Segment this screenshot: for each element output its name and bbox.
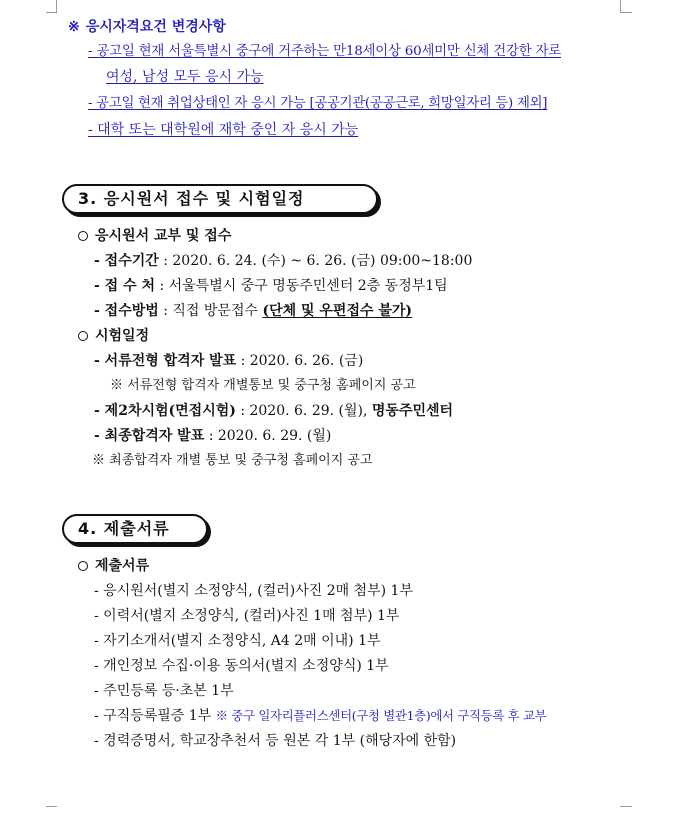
- job-registration-note: ※ 중구 일자리플러스센터(구청 별관1층)에서 구직등록 후 교부: [215, 708, 547, 723]
- interview-place: 명동주민센터: [371, 403, 454, 419]
- documents-heading: 제출서류: [78, 557, 149, 575]
- circle-bullet-icon: [78, 561, 88, 571]
- notice-item: - 공고일 현재 취업상태인 자 응시 가능 [공공기관(공공근로, 희망일자리 등) 제외]: [88, 96, 548, 111]
- section-4-heading: 4. 제출서류: [62, 514, 208, 544]
- section-3-heading: 3. 응시원서 접수 및 시험일정: [62, 184, 378, 214]
- interview-row: - 제2차시험(면접시험) : 2020. 6. 29. (월), 명동주민센터: [94, 403, 454, 419]
- final-result-row: - 최종합격자 발표 : 2020. 6. 29. (월): [94, 428, 332, 444]
- notice-item: - 대학 또는 대학원에 재학 중인 자 응시 가능: [88, 122, 359, 138]
- reference-mark: ※: [68, 19, 80, 35]
- notice-title: ※ 응시자격요건 변경사항: [68, 19, 226, 35]
- final-result-note: ※ 최종합격자 개별 통보 및 중구청 홈페이지 공고: [92, 453, 373, 468]
- document-item: - 자기소개서(별지 소정양식, A4 2매 이내) 1부: [94, 633, 381, 649]
- corner-mark: [46, 806, 57, 807]
- method-row: - 접수방법 : 직접 방문접수 (단체 및 우편접수 불가): [94, 303, 413, 319]
- doc-result-row: - 서류전형 합격자 발표 : 2020. 6. 26. (금): [94, 353, 364, 369]
- method-note: (단체 및 우편접수 불가): [262, 303, 413, 319]
- circle-bullet-icon: [78, 231, 88, 241]
- document-item: - 경력증명서, 학교장추천서 등 원본 각 1부 (해당자에 한함): [94, 733, 457, 749]
- application-heading: 응시원서 교부 및 접수: [78, 227, 231, 245]
- place-row: - 접 수 처 : 서울특별시 중구 명동주민센터 2층 동정부1팀: [94, 278, 448, 294]
- document-item: - 응시원서(별지 소정양식, (컬러)사진 2매 첨부) 1부: [94, 583, 413, 599]
- document-item: - 이력서(별지 소정양식, (컬러)사진 1매 첨부) 1부: [94, 608, 400, 624]
- notice-item-continued: 여성, 남성 모두 응시 가능: [106, 69, 264, 85]
- notice-item: - 공고일 현재 서울특별시 중구에 거주하는 만18세이상 60세미만 신체 건강한 자로: [88, 44, 561, 59]
- document-item: - 주민등록 등·초본 1부: [94, 683, 234, 699]
- period-row: - 접수기간 : 2020. 6. 24. (수) ~ 6. 26. (금) 09:00~18:00: [94, 253, 473, 269]
- corner-mark: [620, 12, 632, 13]
- schedule-heading: 시험일정: [78, 327, 149, 345]
- doc-result-note: ※ 서류전형 합격자 개별통보 및 중구청 홈페이지 공고: [110, 378, 416, 393]
- circle-bullet-icon: [78, 331, 88, 341]
- corner-mark: [46, 12, 57, 13]
- corner-mark: [620, 806, 632, 807]
- corner-mark: [56, 0, 57, 12]
- corner-mark: [620, 0, 621, 12]
- document-item: - 개인정보 수집·이용 동의서(별지 소정양식) 1부: [94, 658, 389, 674]
- document-item: - 구직등록필증 1부 ※ 중구 일자리플러스센터(구청 별관1층)에서 구직등록 후 교부: [94, 708, 547, 724]
